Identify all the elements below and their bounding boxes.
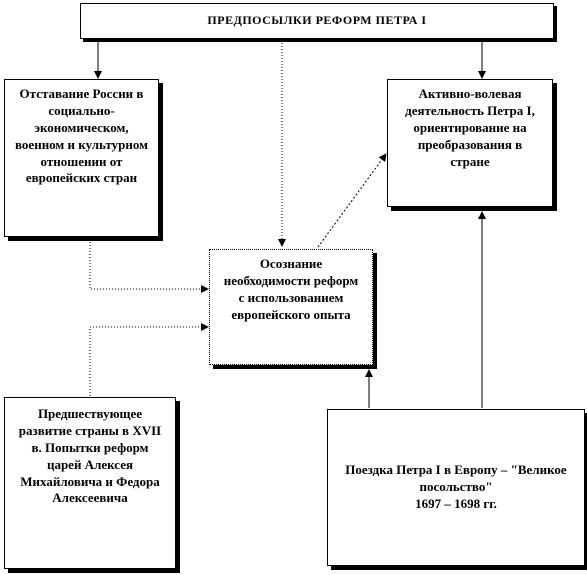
box-russia-lag-text: Отставание России в социально-экономическом, военном и культурном отношении от европейских стран: [15, 86, 148, 186]
box-awareness-text: Осознание необходимости реформ с использованием европейского опыта: [223, 256, 359, 322]
box-peter-activity-text: Активно-волевая деятельность Петра I, ориентирование на преобразования в стране: [405, 86, 535, 169]
arrow-lag-to-awareness: [90, 242, 208, 289]
arrow-awareness-to-activity: [318, 154, 386, 247]
arrow-prior-to-awareness: [90, 327, 208, 396]
box-grand-embassy-text: Поездка Петра I в Европу – "Великое посольство" 1697 – 1698 гг.: [345, 462, 567, 511]
box-prior-development-text: Предшествующее развитие страны в XVII в. Попытки реформ царей Алексея Михайловича и Федора Алексеевича: [18, 406, 162, 506]
diagram-title-text: ПРЕДПОСЫЛКИ РЕФОРМ ПЕТРА I: [207, 13, 427, 28]
